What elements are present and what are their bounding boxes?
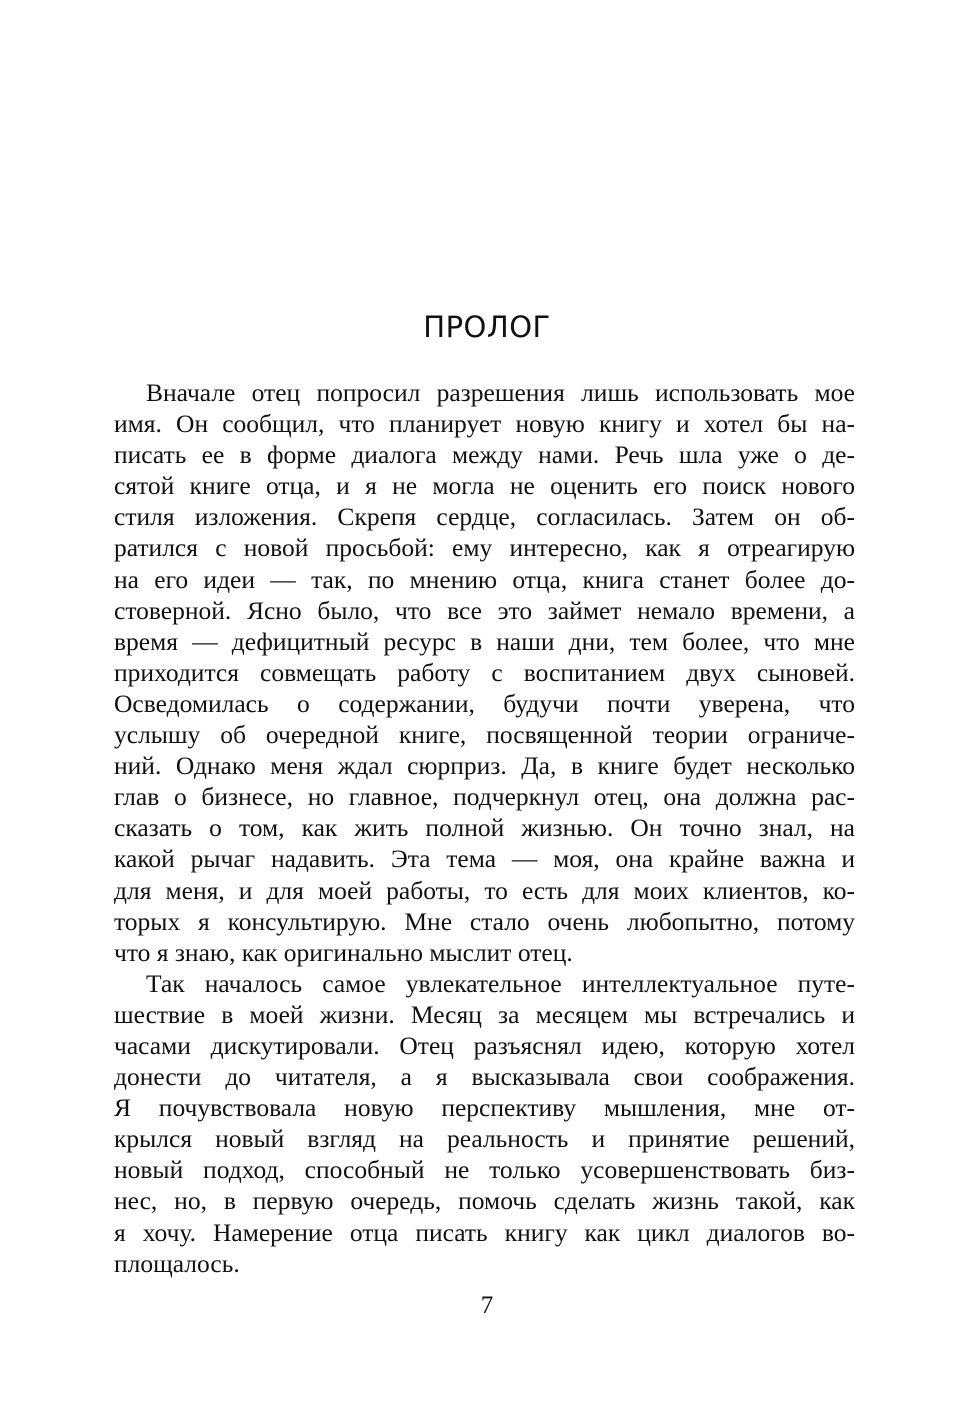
prologue-body bbox=[114, 377, 855, 1279]
text-line: стоверной. Ясно было, что все это займет немало времени, а bbox=[114, 595, 855, 625]
paragraph bbox=[114, 968, 855, 1279]
text-line: Я почувствовала новую перспективу мышления, мне от- bbox=[114, 1093, 855, 1123]
text-line: стиля изложения. Скрепя сердце, согласилась. Затем он об- bbox=[114, 502, 855, 532]
text-line: Осведомилась о содержании, будучи почти уверена, что bbox=[114, 688, 855, 718]
text-line: крылся новый взгляд на реальность и принятие решений, bbox=[114, 1124, 855, 1154]
text-line: нес, но, в первую очередь, помочь сделать жизнь такой, как bbox=[114, 1186, 855, 1216]
text-line: Вначале отец попросил разрешения лишь использовать мое bbox=[146, 378, 855, 407]
text-line: шествие в моей жизни. Месяц за месяцем мы встречались и bbox=[114, 999, 855, 1029]
chapter-title: ПРОЛОГ bbox=[423, 310, 551, 344]
text-line: я хочу. Намерение отца писать книгу как цикл диалогов во- bbox=[114, 1217, 855, 1247]
text-line: какой рычаг надавить. Эта тема — моя, она крайне важна и bbox=[114, 844, 855, 874]
text-line: приходится совмещать работу с воспитанием двух сыновей. bbox=[114, 657, 855, 687]
text-line: что я знаю, как оригинально мыслит отец. bbox=[114, 937, 573, 967]
text-line: площалось. bbox=[114, 1248, 240, 1278]
text-line: сказать о том, как жить полной жизнью. Он точно знал, на bbox=[114, 813, 855, 843]
text-line: часами дискутировали. Отец разъяснял идею, которую хотел bbox=[114, 1030, 855, 1060]
text-line: новый подход, способный не только усовершенствовать биз- bbox=[114, 1155, 855, 1185]
text-line: услышу об очередной книге, посвященной теории ограниче- bbox=[114, 720, 855, 750]
text-line: ний. Однако меня ждал сюрприз. Да, в книге будет несколько bbox=[114, 751, 855, 781]
text-line: ратился с новой просьбой: ему интересно, как я отреагирую bbox=[114, 533, 855, 563]
page-number: 7 bbox=[480, 1292, 494, 1319]
text-line: сятой книге отца, и я не могла не оценить его поиск нового bbox=[114, 471, 855, 501]
text-line: донести до читателя, а я высказывала свои соображения. bbox=[114, 1062, 855, 1092]
text-line: Так началось самое увлекательное интеллектуальное путе- bbox=[146, 968, 855, 998]
text-line: торых я консультирую. Мне стало очень любопытно, потому bbox=[114, 906, 855, 936]
text-line: на его идеи — так, по мнению отца, книга станет более до- bbox=[114, 564, 855, 594]
text-line: глав о бизнесе, но главное, подчеркнул отец, она должна рас- bbox=[114, 782, 855, 812]
text-line: для меня, и для моей работы, то есть для моих клиентов, ко- bbox=[114, 875, 855, 905]
text-line: писать ее в форме диалога между нами. Речь шла уже о де- bbox=[114, 440, 855, 470]
text-line: время — дефицитный ресурс в наши дни, тем более, что мне bbox=[114, 626, 855, 656]
text-line: имя. Он сообщил, что планирует новую книгу и хотел бы на- bbox=[114, 409, 855, 439]
paragraph bbox=[114, 377, 855, 968]
